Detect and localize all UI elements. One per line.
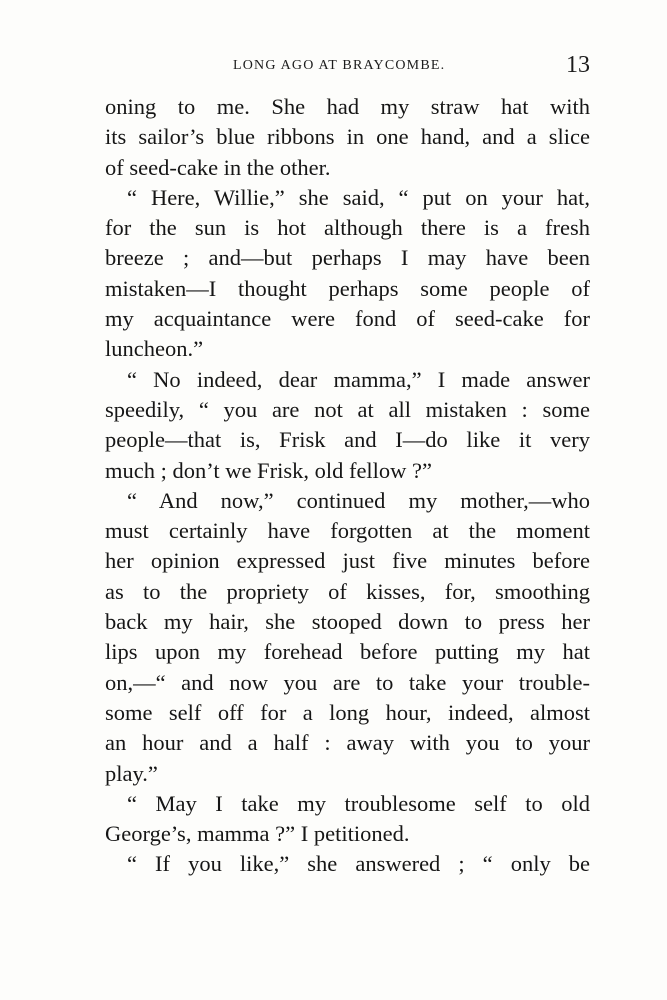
text-line: back my hair, she stooped down to press her (105, 609, 590, 635)
text-line: her opinion expressed just five minutes before (105, 548, 590, 574)
text-line: an hour and a half : away with you to your (105, 730, 590, 756)
text-line: “ If you like,” she answered ; “ only be (127, 851, 590, 877)
text-line: “ Here, Willie,” she said, “ put on your hat, (127, 184, 590, 210)
text-line: my acquaintance were fond of seed-cake for (105, 306, 590, 332)
text-line: “ No indeed, dear mamma,” I made answer (127, 366, 590, 392)
running-head: LONG AGO AT BRAYCOMBE. (233, 58, 446, 73)
text-line: much ; don’t we Frisk, old fellow ?” (105, 457, 433, 483)
text-line: George’s, mamma ?” I petitioned. (105, 821, 410, 847)
text-line: speedily, “ you are not at all mistaken : some (105, 396, 590, 422)
text-line: of seed-cake in the other. (105, 154, 331, 180)
text-line: for the sun is hot although there is a fresh (105, 215, 590, 241)
page-number: 13 (566, 52, 590, 78)
text-line: as to the propriety of kisses, for, smoothing (105, 578, 590, 604)
text-line: its sailor’s blue ribbons in one hand, and a slice (105, 124, 590, 150)
page-header (105, 52, 590, 80)
text-line: some self off for a long hour, indeed, almost (105, 699, 590, 725)
body-text (105, 92, 590, 880)
text-line: play.” (105, 760, 158, 786)
text-line: oning to me. She had my straw hat with (105, 94, 590, 119)
text-line: breeze ; and—but perhaps I may have been (105, 245, 590, 271)
text-line: “ May I take my troublesome self to old (127, 790, 590, 816)
text-line: “ And now,” continued my mother,—who (127, 487, 590, 513)
text-line: lips upon my forehead before putting my hat (105, 639, 590, 665)
text-line: on,—“ and now you are to take your trouble- (105, 669, 590, 695)
text-line: mistaken—I thought perhaps some people of (105, 275, 590, 301)
text-line: must certainly have forgotten at the moment (105, 518, 590, 544)
text-line: luncheon.” (105, 336, 204, 362)
text-line: people—that is, Frisk and I—do like it very (105, 427, 590, 453)
